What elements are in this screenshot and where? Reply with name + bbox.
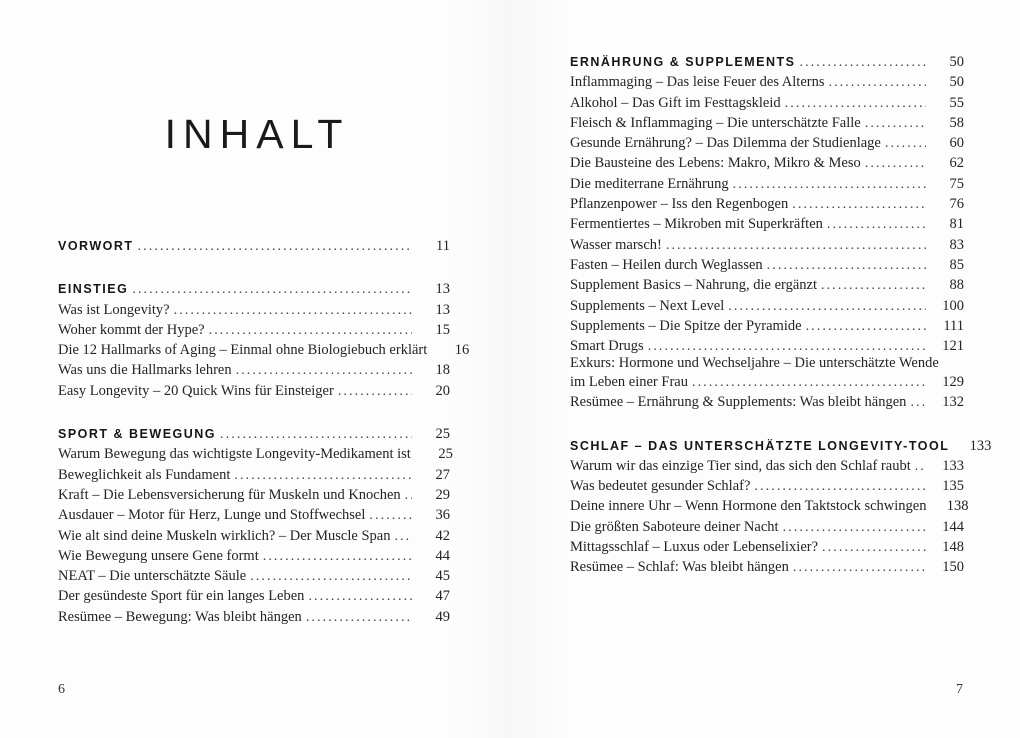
toc-entry-row — [570, 72, 964, 92]
toc-entry-row — [58, 526, 450, 546]
toc-page-number: 111 — [943, 317, 964, 334]
toc-entry-row — [58, 566, 450, 586]
toc-entry-row — [58, 505, 450, 525]
toc-page-number: 133 — [942, 457, 964, 474]
toc-section — [570, 436, 992, 578]
toc-entry-row — [570, 174, 964, 194]
toc-page-number: 45 — [435, 568, 450, 585]
toc-page-number: 36 — [435, 507, 450, 524]
toc-page-number: 50 — [949, 54, 964, 70]
toc-section-heading: ERNÄHRUNG & SUPPLEMENTS — [570, 55, 796, 69]
toc-entry-row — [58, 444, 453, 464]
toc-page-number: 11 — [436, 238, 450, 254]
toc-section-heading-row — [570, 436, 992, 456]
page-number-left: 6 — [58, 682, 65, 697]
toc-page-number: 60 — [949, 135, 964, 152]
toc-page-number: 133 — [969, 437, 992, 454]
toc-entry-label: Deine innere Uhr – Wenn Hormone den Taktstock schwingen — [570, 498, 927, 515]
toc-entry-label: im Leben einer Frau — [570, 373, 688, 390]
toc-entry-row — [570, 275, 964, 295]
toc-entry-row — [58, 300, 450, 320]
toc-entry-label: Wie Bewegung unsere Gene formt — [58, 547, 259, 564]
toc-section-heading-row — [58, 279, 450, 299]
toc-page-number: 83 — [949, 236, 964, 253]
dot-leader — [783, 518, 926, 538]
toc-entry-row — [570, 496, 969, 516]
toc-entry-label: Supplement Basics – Nahrung, die ergänzt — [570, 277, 817, 294]
toc-entry-label: Die 12 Hallmarks of Aging – Einmal ohne Biologiebuch erklärt — [58, 342, 428, 359]
toc-section — [570, 52, 964, 413]
dot-leader — [728, 297, 926, 317]
dot-leader — [220, 425, 412, 445]
toc-entry-label: Die größten Saboteure deiner Nacht — [570, 518, 779, 535]
toc-page-number: 81 — [949, 216, 964, 233]
toc-entry-label: Was uns die Hallmarks lehren — [58, 362, 232, 379]
dot-leader — [692, 373, 926, 393]
toc-entry-label: Beweglichkeit als Fundament — [58, 466, 231, 483]
dot-leader — [767, 256, 926, 276]
toc-entry-label: Kraft – Die Lebensversicherung für Muskeln und Knochen — [58, 486, 401, 503]
toc-entry-row — [570, 93, 964, 113]
toc-page-number: 129 — [942, 373, 964, 390]
toc-entry-label: Was ist Longevity? — [58, 301, 170, 318]
toc-entry-label: Resümee – Schlaf: Was bleibt hängen — [570, 559, 789, 576]
dot-leader — [394, 527, 412, 547]
dot-leader — [250, 567, 412, 587]
toc-page-number: 50 — [949, 74, 964, 91]
dot-leader — [910, 393, 926, 413]
toc-entry-row — [58, 485, 450, 505]
toc-entry-row — [58, 320, 450, 340]
dot-leader — [405, 486, 412, 506]
toc-page-number: 25 — [435, 426, 450, 443]
toc-entry-label: Fasten – Heilen durch Weglassen — [570, 256, 763, 273]
toc-section-heading: VORWORT — [58, 239, 134, 253]
toc-entry-label: Mittagsschlaf – Luxus oder Lebenselixier? — [570, 539, 819, 556]
toc-page-number: 29 — [435, 486, 450, 503]
page-number-right: 7 — [956, 682, 963, 697]
dot-leader — [800, 53, 927, 73]
toc-section-heading: SPORT & BEWEGUNG — [58, 427, 217, 442]
toc-entry-row — [570, 194, 964, 214]
dot-leader — [827, 215, 926, 235]
toc-page-number: 121 — [942, 338, 964, 355]
toc-page-number: 16 — [454, 342, 470, 359]
toc-page-number: 150 — [942, 559, 964, 576]
toc-entry-label: Smart Drugs — [570, 338, 644, 355]
dot-leader — [733, 175, 926, 195]
toc-entry-label: Die mediterrane Ernährung — [570, 175, 729, 192]
dot-leader — [829, 73, 927, 93]
toc-entry-label: Supplements – Die Spitze der Pyramide — [570, 317, 802, 334]
toc-entry-row — [58, 465, 450, 485]
dot-leader — [648, 337, 926, 357]
toc-entry-row — [570, 392, 964, 412]
toc-section-heading: EINSTIEG — [58, 282, 129, 297]
dot-leader — [793, 558, 926, 578]
toc-entry-row — [570, 316, 964, 336]
toc-entry-label: Gesunde Ernährung? – Das Dilemma der Studienlage — [570, 135, 881, 152]
toc-entry-label: Warum wir das einzige Tier sind, das sich den Schlaf raubt — [570, 457, 911, 474]
toc-page-number: 58 — [949, 114, 964, 131]
toc-entry-label: Der gesündeste Sport für ein langes Leben — [58, 588, 305, 605]
toc-entry-label: Easy Longevity – 20 Quick Wins für Einsteiger — [58, 382, 334, 399]
toc-entry-row — [570, 235, 964, 255]
toc-entry-row — [58, 360, 450, 380]
toc-entry-label: Supplements – Next Level — [570, 297, 725, 314]
dot-leader — [666, 236, 926, 256]
dot-leader — [338, 382, 412, 402]
dot-leader — [369, 506, 412, 526]
toc-page-number: 15 — [435, 321, 450, 338]
dot-leader — [306, 608, 412, 628]
toc-entry-label: Resümee – Ernährung & Supplements: Was bleibt hängen — [570, 394, 907, 411]
toc-section — [58, 424, 453, 627]
toc-page-number: 76 — [949, 196, 964, 213]
toc-page-number: 13 — [435, 301, 450, 318]
dot-leader — [174, 301, 412, 321]
toc-entry-row — [570, 456, 964, 476]
dot-leader — [822, 538, 926, 558]
toc-page-number: 18 — [435, 362, 450, 379]
dot-leader — [915, 457, 926, 477]
toc-sections-left — [58, 236, 470, 627]
toc-section — [58, 279, 470, 401]
toc-entry-row — [58, 546, 450, 566]
toc-page-number: 100 — [942, 297, 964, 314]
toc-entry-row — [570, 476, 964, 496]
toc-entry-label: Woher kommt der Hype? — [58, 321, 205, 338]
toc-entry-row — [570, 296, 964, 316]
toc-entry-row — [58, 340, 470, 360]
toc-page-number: 44 — [435, 547, 450, 564]
toc-entry-row — [570, 372, 964, 392]
dot-leader — [138, 237, 412, 257]
toc-title: INHALT — [164, 111, 350, 157]
toc-entry-row — [58, 381, 450, 401]
toc-section-heading-row — [58, 236, 450, 256]
toc-entry-row — [570, 537, 964, 557]
toc-section-heading: SCHLAF – DAS UNTERSCHÄTZTE LONGEVITY-TOOL — [570, 438, 950, 453]
toc-entry-label: Ausdauer – Motor für Herz, Lunge und Stoffwechsel — [58, 507, 366, 524]
dot-leader — [806, 317, 926, 337]
dot-leader — [865, 154, 926, 174]
toc-entry-row — [58, 607, 450, 627]
toc-page-number: 42 — [435, 527, 450, 544]
toc-entry-row — [570, 336, 964, 356]
dot-leader — [865, 114, 926, 134]
toc-entry-label: NEAT – Die unterschätzte Säule — [58, 568, 247, 585]
toc-page-number: 135 — [942, 478, 964, 495]
toc-page-number: 138 — [946, 498, 969, 515]
toc-entry-row — [570, 356, 964, 372]
toc-entry-row — [58, 586, 450, 606]
toc-page-number: 85 — [949, 256, 964, 273]
dot-leader — [885, 134, 926, 154]
toc-entry-label: Pflanzenpower – Iss den Regenbogen — [570, 196, 789, 213]
dot-leader — [236, 361, 412, 381]
toc-section-heading-row — [58, 424, 450, 444]
toc-page-number: 49 — [435, 608, 450, 625]
toc-entry-row — [570, 113, 964, 133]
toc-entry-label: Fleisch & Inflammaging – Die unterschätzte Falle — [570, 114, 861, 131]
page-left — [58, 111, 470, 627]
dot-leader — [263, 547, 412, 567]
dot-leader — [754, 477, 926, 497]
page-right — [570, 52, 992, 578]
toc-page-number: 13 — [435, 281, 450, 298]
toc-page-number: 88 — [949, 277, 964, 294]
toc-page-number: 144 — [942, 518, 964, 535]
toc-section — [58, 236, 450, 256]
toc-entry-label: Warum Bewegung das wichtigste Longevity-Medikament ist — [58, 446, 411, 463]
toc-page-number: 75 — [949, 175, 964, 192]
toc-entry-row — [570, 133, 964, 153]
toc-entry-row — [570, 214, 964, 234]
toc-entry-label: Exkurs: Hormone und Wechseljahre – Die unterschätzte Wende — [570, 355, 939, 372]
toc-entry-row — [570, 517, 964, 537]
toc-entry-label: Was bedeutet gesunder Schlaf? — [570, 478, 751, 495]
dot-leader — [785, 94, 926, 114]
toc-entry-row — [570, 153, 964, 173]
toc-section-heading-row — [570, 52, 964, 72]
toc-entry-label: Alkohol – Das Gift im Festtagskleid — [570, 94, 781, 111]
toc-page-number: 62 — [949, 155, 964, 172]
toc-page-number: 27 — [435, 466, 450, 483]
dot-leader — [234, 466, 412, 486]
dot-leader — [209, 321, 412, 341]
toc-page-number: 20 — [435, 382, 450, 399]
dot-leader — [792, 195, 926, 215]
toc-entry-label: Inflammaging – Das leise Feuer des Alterns — [570, 74, 825, 91]
toc-page-number: 47 — [435, 588, 450, 605]
toc-page-number: 132 — [942, 394, 964, 411]
toc-page-number: 25 — [438, 446, 453, 463]
dot-leader — [132, 280, 412, 300]
toc-page-number: 55 — [949, 94, 964, 111]
toc-page-number: 148 — [942, 539, 964, 556]
toc-entry-label: Wasser marsch! — [570, 236, 662, 253]
dot-leader — [821, 276, 926, 296]
toc-entry-label: Resümee – Bewegung: Was bleibt hängen — [58, 608, 302, 625]
toc-entry-label: Wie alt sind deine Muskeln wirklich? – Der Muscle Span — [58, 527, 391, 544]
dot-leader — [308, 587, 412, 607]
toc-entry-label: Fermentiertes – Mikroben mit Superkräften — [570, 216, 823, 233]
toc-entry-row — [570, 557, 964, 577]
toc-entry-label: Die Bausteine des Lebens: Makro, Mikro & Meso — [570, 155, 861, 172]
toc-entry-row — [570, 255, 964, 275]
toc-sections-right — [570, 52, 992, 578]
